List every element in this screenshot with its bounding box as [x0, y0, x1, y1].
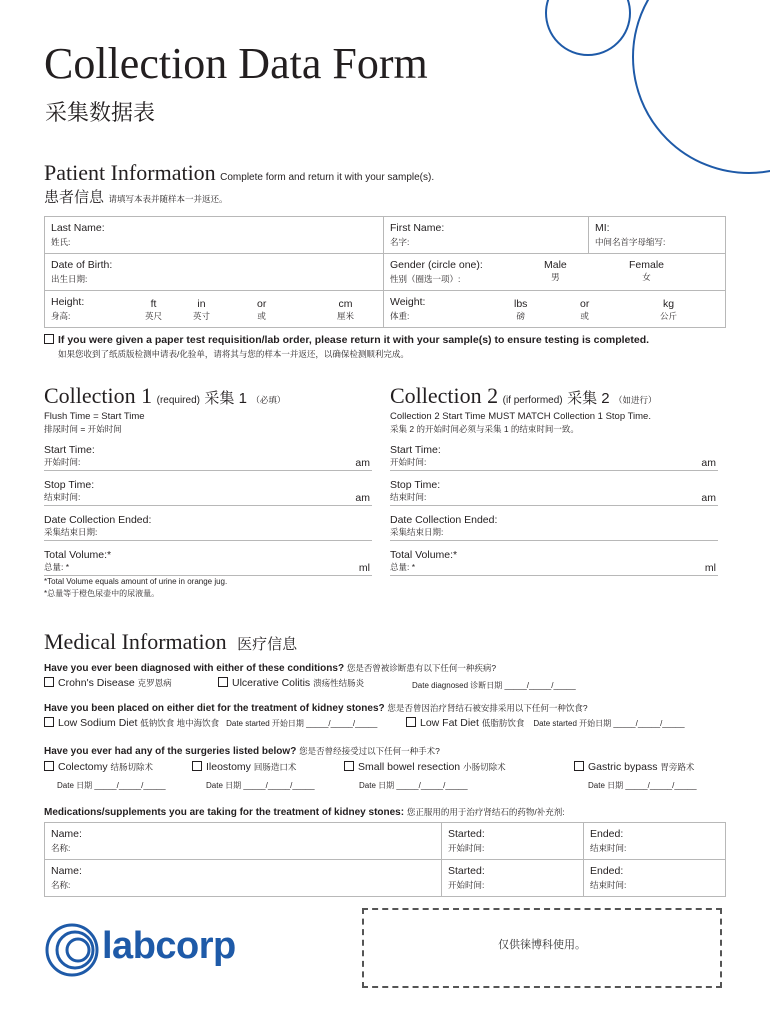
collection2-note: Collection 2 Start Time MUST MATCH Collection 1 Stop Time. — [390, 411, 651, 422]
collection1-tag-zh: （必填） — [251, 395, 286, 405]
unit-or: or 或 — [257, 298, 267, 321]
question-3: Have you ever had any of the surgeries listed below? 您是否曾经接受过以下任何一种手术? — [44, 746, 440, 757]
labcorp-logo-text: labcorp — [102, 925, 236, 967]
med2-name[interactable]: Name: 名称: — [45, 860, 442, 897]
unit-in: in 英寸 — [193, 298, 211, 321]
volume-footnote: *Total Volume equals amount of urine in orange jug. — [44, 577, 228, 586]
medications-table — [44, 822, 726, 897]
collection2-tag-zh: （如进行） — [614, 395, 657, 405]
collection1-heading-row — [44, 383, 285, 409]
patient-heading-row — [44, 160, 434, 186]
patient-heading-zh: 患者信息 — [44, 189, 105, 206]
question-4: Medications/supplements you are taking for the treatment of kidney stones: 您正服用的用于治疗肾结石的药物/补充剂: — [44, 807, 565, 818]
unit-ft: ft 英尺 — [145, 298, 163, 321]
crohns-checkbox[interactable] — [44, 677, 54, 687]
decor-circle-large — [632, 0, 770, 174]
med2-ended[interactable]: Ended: 结束时间: — [584, 860, 726, 897]
med2-started[interactable]: Started: 开始时间: — [442, 860, 584, 897]
requisition-row — [44, 334, 649, 346]
question-2: Have you been placed on either diet for the treatment of kidney stones? 您是否曾因治疗肾结石被安排采用以下任何一种饮食? — [44, 703, 588, 714]
colitis-checkbox[interactable] — [218, 677, 228, 687]
colectomy-date[interactable]: Date 日期 _____/_____/_____ — [57, 781, 166, 790]
patient-heading: Patient Information — [44, 160, 216, 185]
q2-option-low-fat[interactable]: Low Fat Diet 低脂肪饮食 Date started 开始日期 _____/_____/_____ — [406, 717, 685, 729]
collection2-tag: (if performed) — [502, 395, 563, 406]
collection2-heading-row — [390, 383, 657, 409]
patient-table — [44, 216, 726, 328]
collection2-heading: Collection 2 — [390, 383, 499, 408]
collection1-note: Flush Time = Start Time — [44, 411, 145, 422]
volume-footnote-zh: *总量等于橙色尿壶中的尿液量。 — [44, 589, 160, 598]
bowel-checkbox[interactable] — [344, 761, 354, 771]
collection1-note-zh: 排尿时间 = 开始时间 — [44, 424, 122, 434]
unit-lbs: lbs 磅 — [514, 298, 528, 321]
requisition-checkbox[interactable] — [44, 334, 54, 344]
q1-date-diagnosed[interactable]: Date diagnosed 诊断日期 _____/_____/_____ — [412, 681, 576, 690]
mi-field[interactable]: MI: 中间名首字母缩写: — [589, 217, 726, 254]
c2-volume-field[interactable]: Total Volume:* 总量: * ml — [390, 549, 716, 574]
unit-cm: cm 厘米 — [337, 298, 355, 321]
c2-stop-field[interactable]: Stop Time: 结束时间: am — [390, 479, 716, 504]
q3-option-ileostomy[interactable]: Ileostomy 回肠造口术 — [192, 761, 296, 773]
requisition-note: If you were given a paper test requisition/lab order, please return it with your sample(s) to ensure testing is completed. — [58, 334, 650, 346]
collection1-heading: Collection 1 — [44, 383, 153, 408]
q3-option-bowel[interactable]: Small bowel resection 小肠切除术 — [344, 761, 506, 773]
first-name-field[interactable]: First Name: 名字: — [384, 217, 589, 254]
medical-heading-row — [44, 629, 297, 655]
c1-stop-am: am — [355, 492, 370, 504]
patient-instruction: Complete form and return it with your sample(s). — [220, 172, 435, 183]
labcorp-logo-icon — [44, 922, 100, 978]
med1-started[interactable]: Started: 开始时间: — [442, 823, 584, 860]
q1-option-crohns[interactable]: Crohn's Disease 克罗恩病 — [44, 677, 172, 689]
medical-heading-zh: 医疗信息 — [237, 636, 298, 653]
decor-circle-small — [545, 0, 631, 56]
c1-volume-field[interactable]: Total Volume:* 总量: * ml — [44, 549, 370, 574]
q3-option-colectomy[interactable]: Colectomy 结肠切除术 — [44, 761, 153, 773]
med1-ended[interactable]: Ended: 结束时间: — [584, 823, 726, 860]
page-title: Collection Data Form — [44, 39, 428, 88]
collection2-note-zh: 采集 2 的开始时间必须与采集 1 的结束时间一致。 — [390, 424, 579, 434]
c1-start-field[interactable]: Start Time: 开始时间: am — [44, 444, 370, 469]
c2-date-field[interactable]: Date Collection Ended: 采集结束日期: — [390, 514, 718, 541]
lab-use-only-box — [362, 908, 722, 988]
low-fat-checkbox[interactable] — [406, 717, 416, 727]
low-sodium-checkbox[interactable] — [44, 717, 54, 727]
bowel-date[interactable]: Date 日期 _____/_____/_____ — [359, 781, 468, 790]
c2-start-am: am — [701, 457, 716, 469]
collection1-tag: (required) — [156, 395, 200, 406]
ileostomy-date[interactable]: Date 日期 _____/_____/_____ — [206, 781, 315, 790]
collection1-heading-zh: 采集 1 — [204, 390, 247, 407]
lab-use-only-text: 仅供徕博科使用。 — [498, 939, 586, 951]
c2-stop-am: am — [701, 492, 716, 504]
weight-field[interactable]: Weight: 体重: lbs 磅 or 或 kg 公斤 — [384, 291, 726, 328]
medical-heading: Medical Information — [44, 629, 227, 654]
patient-heading-zh-row — [44, 186, 227, 207]
c1-start-am: am — [355, 457, 370, 469]
ileostomy-checkbox[interactable] — [192, 761, 202, 771]
unit-or-2: or 或 — [580, 298, 590, 321]
q2-option-low-sodium[interactable]: Low Sodium Diet 低钠饮食 地中海饮食 Date started 开始日期 _____/_____/_____ — [44, 717, 377, 729]
page-title-zh: 采集数据表 — [45, 100, 156, 125]
gender-field[interactable]: Gender (circle one): 性别（圈选一项）: Male 男 Female 女 — [384, 254, 726, 291]
unit-kg: kg 公斤 — [660, 298, 678, 321]
c1-volume-ml: ml — [358, 562, 370, 574]
last-name-field[interactable]: Last Name: 姓氏: — [45, 217, 384, 254]
height-field[interactable]: Height: 身高: ft 英尺 in 英寸 or 或 cm 厘米 — [45, 291, 384, 328]
q3-option-gastric[interactable]: Gastric bypass 胃旁路术 — [574, 761, 694, 773]
c1-stop-field[interactable]: Stop Time: 结束时间: am — [44, 479, 370, 504]
c1-date-field[interactable]: Date Collection Ended: 采集结束日期: — [44, 514, 372, 541]
q1-option-colitis[interactable]: Ulcerative Colitis 溃疡性结肠炎 — [218, 677, 364, 689]
dob-field[interactable]: Date of Birth: 出生日期: — [45, 254, 384, 291]
colectomy-checkbox[interactable] — [44, 761, 54, 771]
c2-start-field[interactable]: Start Time: 开始时间: am — [390, 444, 716, 469]
requisition-note-zh: 如果您收到了纸质版检测申请表/化验单，请将其与您的样本一并返还，以确保检测顺利完成。 — [58, 349, 409, 359]
gastric-checkbox[interactable] — [574, 761, 584, 771]
question-1: Have you ever been diagnosed with either of these conditions? 您是否曾被诊断患有以下任何一种疾病? — [44, 663, 497, 674]
gastric-date[interactable]: Date 日期 _____/_____/_____ — [588, 781, 697, 790]
collection2-heading-zh: 采集 2 — [567, 390, 610, 407]
gender-female[interactable]: Female 女 — [629, 259, 665, 282]
c2-volume-ml: ml — [704, 562, 716, 574]
med1-name[interactable]: Name: 名称: — [45, 823, 442, 860]
gender-male[interactable]: Male 男 — [544, 259, 567, 282]
patient-instruction-zh: 请填写本表并随样本一并返还。 — [108, 194, 228, 204]
